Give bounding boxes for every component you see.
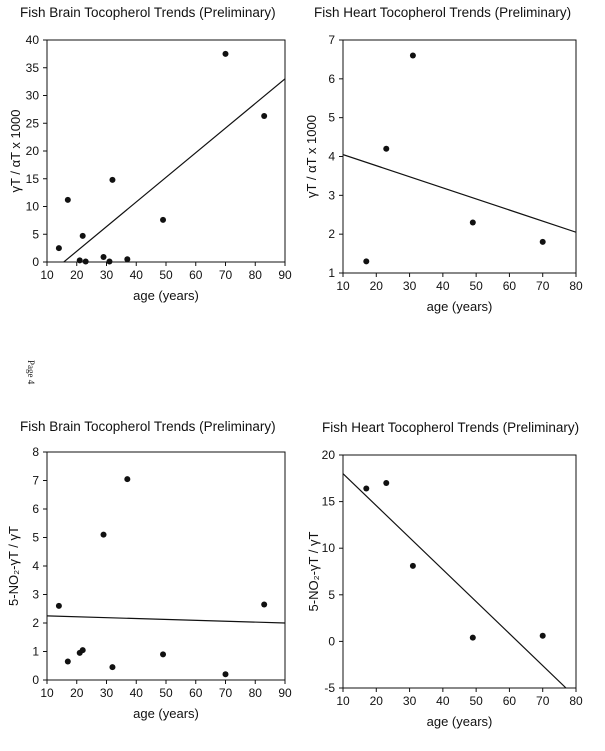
x-tick-label: 20	[369, 694, 383, 708]
data-point	[160, 651, 166, 657]
plot-frame	[343, 455, 576, 688]
x-tick-label: 60	[502, 279, 517, 293]
data-point	[101, 532, 107, 538]
data-point	[223, 671, 229, 677]
data-point	[470, 635, 476, 641]
x-tick-label: 70	[536, 694, 550, 708]
y-tick-label: 15	[321, 494, 335, 509]
x-tick-label: 80	[569, 279, 583, 293]
y-tick-label: 35	[25, 60, 39, 75]
trend-line	[343, 155, 576, 233]
y-tick-label: 7	[32, 473, 39, 488]
y-tick-label: 0	[32, 673, 39, 687]
x-tick-label: 60	[189, 686, 203, 700]
y-tick-label: 1	[328, 266, 335, 280]
data-point	[383, 480, 389, 486]
x-axis-label: age (years)	[426, 714, 493, 729]
y-tick-label: 40	[25, 33, 39, 47]
trend-line	[343, 474, 566, 688]
data-point	[410, 563, 416, 569]
x-axis-label: age (years)	[133, 288, 199, 303]
x-tick-label: 40	[129, 268, 143, 282]
y-tick-label: 8	[32, 445, 39, 459]
chart-title: Fish Brain Tocopherol Trends (Preliminary)	[20, 419, 276, 434]
y-tick-label: 10	[25, 199, 39, 214]
plot-frame	[343, 40, 576, 273]
y-axis-label: γT / αT x 1000	[304, 115, 319, 198]
data-point	[77, 257, 83, 263]
trend-line	[47, 616, 285, 623]
x-tick-label: 80	[248, 268, 262, 282]
y-tick-label: 2	[328, 227, 335, 242]
chart-title: Fish Heart Tocopherol Trends (Preliminary)	[322, 420, 580, 435]
y-axis-label: 5-NO₂-γT / γT	[6, 526, 21, 606]
page-label: Page 4	[26, 360, 36, 385]
data-point	[106, 258, 112, 264]
chart-1	[8, 5, 292, 303]
x-tick-label: 60	[189, 268, 203, 282]
x-tick-label: 70	[218, 686, 233, 700]
x-tick-label: 30	[402, 279, 417, 293]
x-tick-label: 60	[502, 694, 517, 708]
data-point	[410, 53, 416, 59]
x-tick-label: 40	[436, 279, 450, 293]
y-tick-label: 4	[32, 559, 39, 573]
data-point	[261, 601, 267, 607]
x-tick-label: 70	[218, 268, 233, 282]
y-tick-label: 3	[328, 188, 335, 203]
x-tick-label: 10	[336, 279, 350, 293]
x-tick-label: 80	[248, 686, 262, 700]
y-tick-label: 7	[328, 33, 335, 47]
y-tick-label: -5	[324, 681, 335, 695]
plot-frame	[47, 452, 285, 680]
x-tick-label: 30	[402, 694, 417, 708]
x-tick-label: 50	[159, 686, 173, 700]
data-point	[363, 486, 369, 492]
data-point	[383, 146, 389, 152]
data-point	[65, 658, 71, 664]
x-tick-label: 40	[436, 694, 450, 708]
x-tick-label: 20	[70, 268, 84, 282]
y-tick-label: 15	[25, 171, 39, 186]
chart-2	[304, 5, 583, 314]
y-tick-label: 5	[32, 530, 39, 545]
x-tick-label: 90	[278, 686, 292, 700]
y-tick-label: 25	[25, 116, 39, 131]
x-tick-label: 40	[129, 686, 143, 700]
y-tick-label: 0	[32, 255, 39, 269]
x-tick-label: 50	[159, 268, 173, 282]
x-axis-label: age (years)	[426, 299, 493, 314]
chart-title: Fish Heart Tocopherol Trends (Preliminary)	[314, 5, 572, 20]
y-tick-label: 20	[321, 448, 335, 462]
y-tick-label: 5	[328, 110, 335, 125]
y-axis-label: γT / αT x 1000	[8, 109, 23, 193]
chart-4	[306, 420, 583, 729]
data-point	[124, 256, 130, 262]
x-axis-label: age (years)	[133, 706, 199, 721]
y-tick-label: 2	[32, 616, 39, 630]
y-tick-label: 30	[25, 88, 39, 103]
y-tick-label: 20	[25, 144, 39, 158]
data-point	[470, 220, 476, 226]
y-tick-label: 5	[328, 587, 335, 602]
x-tick-label: 70	[536, 279, 550, 293]
y-tick-label: 1	[32, 644, 39, 659]
chart-title: Fish Brain Tocopherol Trends (Preliminary)	[20, 5, 276, 20]
y-tick-label: 10	[321, 541, 335, 556]
data-point	[540, 239, 546, 245]
x-tick-label: 50	[469, 694, 483, 708]
y-tick-label: 3	[32, 587, 39, 602]
x-tick-label: 10	[40, 268, 54, 282]
data-point	[65, 197, 71, 203]
x-tick-label: 90	[278, 268, 292, 282]
y-tick-label: 0	[328, 634, 335, 649]
data-point	[540, 633, 546, 639]
data-point	[56, 603, 62, 609]
trend-line	[47, 79, 285, 276]
data-point	[56, 245, 62, 251]
data-point	[363, 258, 369, 264]
data-point	[80, 233, 86, 239]
y-tick-label: 5	[32, 227, 39, 242]
data-point	[109, 664, 115, 670]
x-tick-label: 80	[569, 694, 583, 708]
y-tick-label: 6	[328, 71, 335, 86]
data-point	[160, 217, 166, 223]
data-point	[261, 113, 267, 119]
y-axis-label: 5-NO₂-γT / γT	[306, 531, 321, 612]
x-tick-label: 20	[369, 279, 383, 293]
plot-frame	[47, 40, 285, 262]
data-point	[80, 647, 86, 653]
y-tick-label: 6	[32, 502, 39, 516]
chart-3	[6, 419, 292, 721]
y-tick-label: 4	[328, 149, 335, 164]
data-point	[124, 476, 130, 482]
data-point	[83, 258, 89, 264]
data-point	[223, 51, 229, 57]
x-tick-label: 10	[336, 694, 350, 708]
x-tick-label: 20	[70, 686, 84, 700]
data-point	[109, 177, 115, 183]
x-tick-label: 30	[99, 268, 114, 282]
x-tick-label: 30	[99, 686, 114, 700]
x-tick-label: 50	[469, 279, 483, 293]
x-tick-label: 10	[40, 686, 54, 700]
data-point	[101, 254, 107, 260]
